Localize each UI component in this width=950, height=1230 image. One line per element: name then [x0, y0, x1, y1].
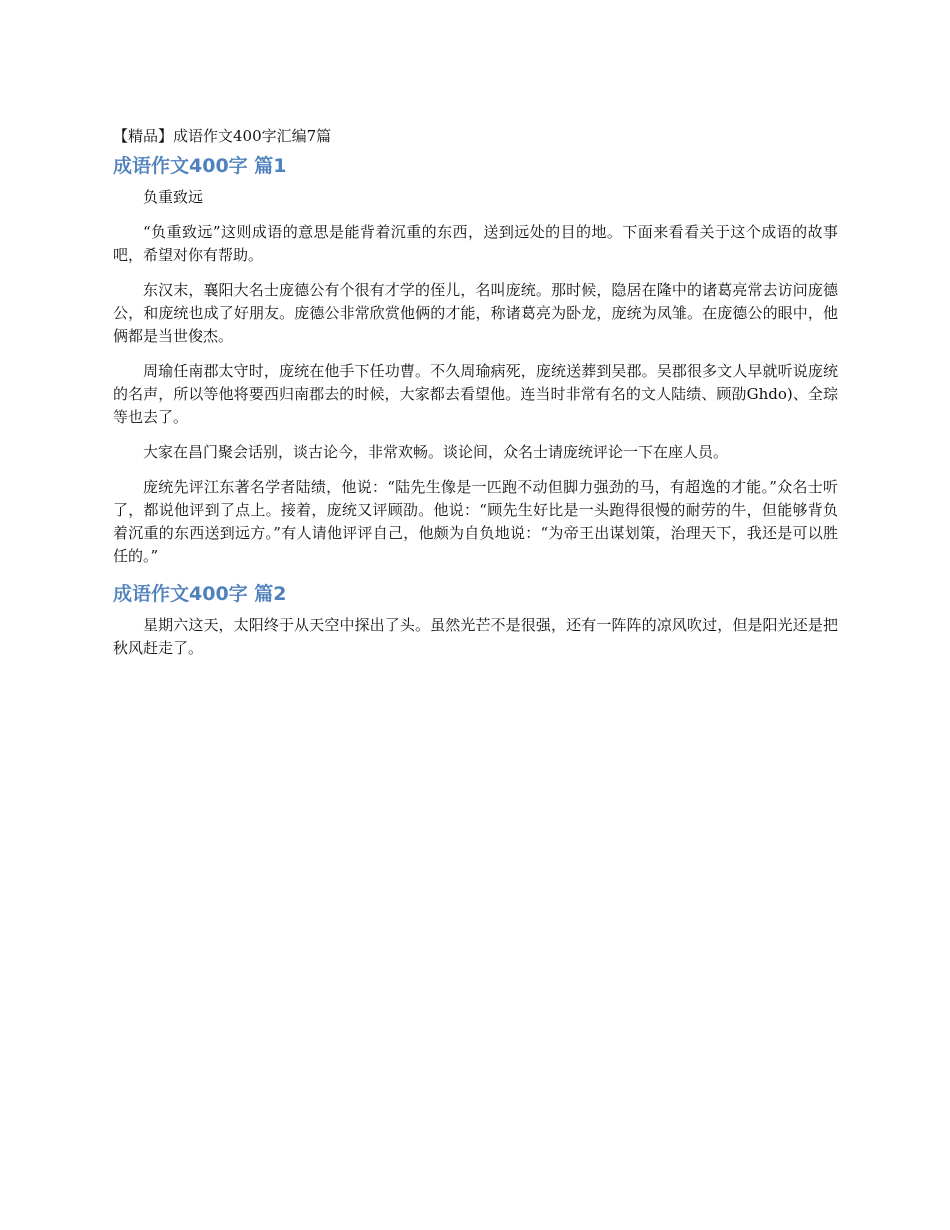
section-1 [113, 152, 838, 568]
section-heading: 成语作文400字 篇2 [113, 583, 287, 605]
paragraph: 庞统先评江东著名学者陆绩，他说：“陆先生像是一匹跑不动但脚力强劲的马，有超逸的才能。”众名士听了，都说他评到了点上。接着，庞统又评顾劭。他说：“顾先生好比是一头跑得很慢的耐劳的牛，但能够背负着沉重的东西送到远方。”有人请他评评自己，他颇为自负地说：“为帝王出谋划策，治理天下，我还是可以胜任的。” [113, 478, 838, 565]
paragraph: 大家在昌门聚会话别，谈古论今，非常欢畅。谈论间，众名士请庞统评论一下在座人员。 [143, 443, 729, 461]
paragraph: 星期六这天，太阳终于从天空中探出了头。虽然光芒不是很强，还有一阵阵的凉风吹过，但是阳光还是把秋风赶走了。 [113, 616, 838, 657]
section-heading: 成语作文400字 篇1 [113, 155, 287, 177]
document-title: 【精品】成语作文400字汇编7篇 [113, 127, 332, 145]
section-2 [113, 580, 838, 660]
paragraph: 东汉末，襄阳大名士庞德公有个很有才学的侄儿，名叫庞统。那时候，隐居在隆中的诸葛亮常去访问庞德公，和庞统也成了好朋友。庞德公非常欣赏他俩的才能，称诸葛亮为卧龙，庞统为凤雏。在庞德公的眼中，他俩都是当世俊杰。 [113, 281, 838, 345]
document-page [113, 124, 838, 672]
paragraph: 负重致远 [143, 188, 204, 206]
paragraph: 周瑜任南郡太守时，庞统在他手下任功曹。不久周瑜病死，庞统送葬到吴郡。吴郡很多文人早就听说庞统的名声，所以等他将要西归南郡去的时候，大家都去看望他。连当时非常有名的文人陆绩、顾劭Ghdo)、全琮等也去了。 [113, 362, 838, 426]
paragraph: “负重致远”这则成语的意思是能背着沉重的东西，送到远处的目的地。下面来看看关于这个成语的故事吧，希望对你有帮助。 [113, 223, 838, 264]
